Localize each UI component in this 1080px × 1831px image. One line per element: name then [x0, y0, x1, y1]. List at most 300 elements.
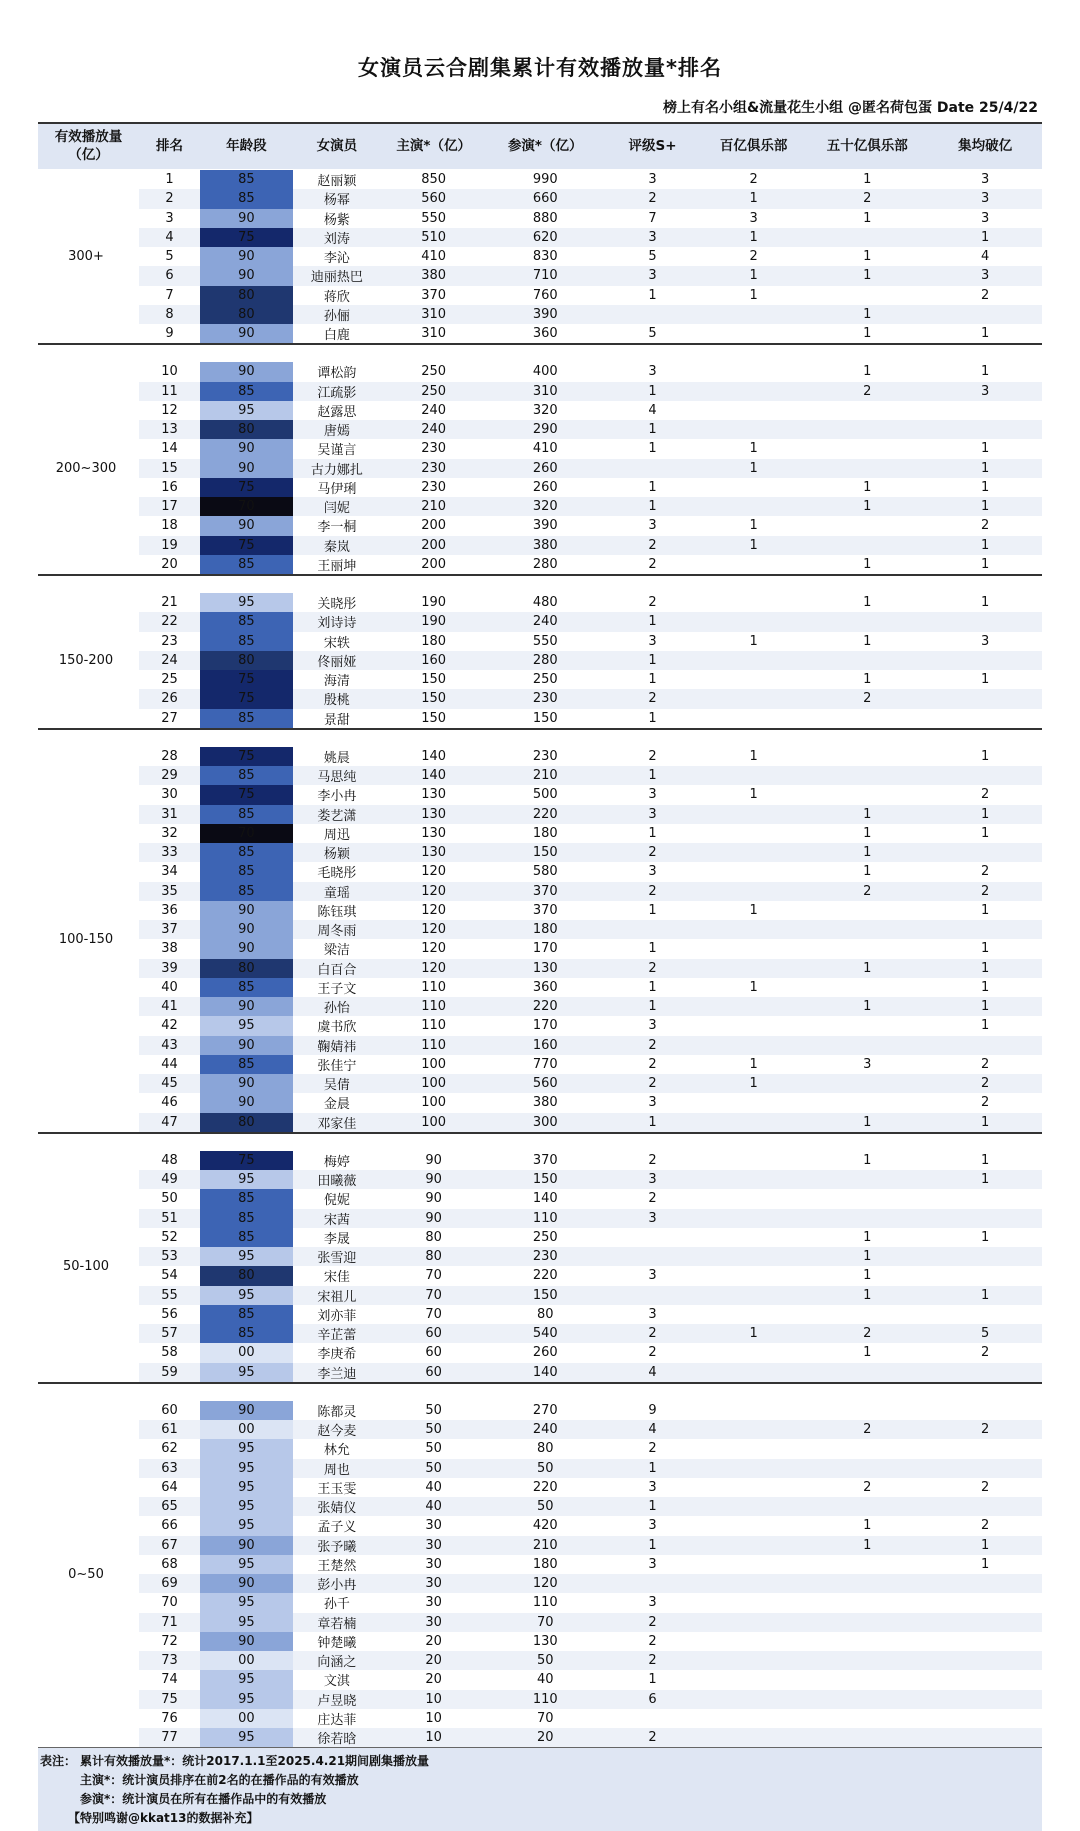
age-cell: 75 [200, 228, 293, 247]
table-row [38, 266, 1042, 285]
rank-cell: 45 [139, 1074, 200, 1093]
s-rating-cell: 1 [648, 825, 657, 841]
s-rating-cell: 3 [604, 266, 701, 285]
lead-views-cell: 130 [421, 787, 447, 803]
age-cell: 95 [200, 1439, 293, 1458]
age-cell: 00 [200, 1709, 293, 1728]
table-row [38, 1247, 1042, 1266]
lead-views-cell: 50 [381, 1459, 486, 1478]
lead-views-cell: 80 [425, 1229, 442, 1245]
table-row [38, 824, 1042, 843]
100b-club-cell [701, 670, 806, 689]
rank-cell: 37 [139, 920, 200, 939]
lead-views-cell: 510 [381, 228, 486, 247]
s-rating-cell: 9 [648, 1402, 657, 1418]
100b-club-cell [701, 882, 806, 901]
100b-club-cell [701, 1093, 806, 1112]
50b-club-cell: 1 [863, 672, 872, 688]
table-row [38, 1401, 1042, 1420]
lead-views-cell: 100 [421, 1056, 447, 1072]
100b-club-cell [701, 497, 806, 516]
actress-name: 梁洁 [323, 943, 350, 959]
table-row [38, 536, 1042, 555]
total-views-cell: 880 [532, 210, 558, 226]
lead-views-cell: 50 [425, 1441, 442, 1457]
s-rating-cell: 1 [604, 612, 701, 631]
avg-over-100m-cell [928, 612, 1042, 631]
total-views-cell: 240 [486, 1420, 604, 1439]
age-cell: 90 [200, 920, 293, 939]
lead-views-cell: 120 [381, 920, 486, 939]
s-rating-cell: 2 [604, 689, 701, 708]
age-cell: 85 [200, 1305, 293, 1324]
actress-name: 徐若晗 [293, 1728, 381, 1747]
100b-club-cell [701, 1151, 806, 1170]
actress-name: 古力娜扎 [293, 459, 381, 478]
s-rating-cell: 2 [648, 1345, 657, 1361]
100b-club-cell: 1 [749, 1056, 758, 1072]
lead-views-cell: 120 [381, 959, 486, 978]
avg-over-100m-cell: 1 [981, 941, 990, 957]
avg-over-100m-cell [928, 1574, 1042, 1593]
age-cell: 90 [200, 324, 293, 343]
actress-name: 陈都灵 [317, 1404, 357, 1420]
age-cell: 95 [200, 1459, 293, 1478]
age-cell: 90 [200, 362, 293, 381]
rank-cell: 66 [161, 1518, 178, 1534]
100b-club-cell: 1 [749, 441, 758, 457]
avg-over-100m-cell [928, 1651, 1042, 1670]
50b-club-cell: 1 [863, 364, 872, 380]
rank-cell: 73 [139, 1651, 200, 1670]
age-cell: 90 [200, 439, 293, 458]
100b-club-cell [701, 305, 806, 324]
50b-club-cell: 2 [806, 1420, 928, 1439]
actress-name: 闫妮 [293, 497, 381, 516]
total-views-cell: 220 [486, 805, 604, 824]
100b-club-cell [701, 1728, 806, 1747]
s-rating-cell: 3 [604, 1209, 701, 1228]
total-views-cell: 270 [532, 1402, 558, 1418]
50b-club-cell: 1 [863, 479, 872, 495]
table-row [38, 1363, 1042, 1382]
50b-club-cell: 1 [863, 249, 872, 265]
total-views-cell: 480 [532, 595, 558, 611]
s-rating-cell: 2 [604, 1036, 701, 1055]
rank-cell: 35 [139, 882, 200, 901]
total-views-cell: 370 [532, 1152, 558, 1168]
50b-club-cell: 1 [806, 305, 928, 324]
lead-views-cell: 50 [381, 1420, 486, 1439]
rank-cell: 64 [161, 1479, 178, 1495]
s-rating-cell [604, 1228, 701, 1247]
avg-over-100m-cell: 1 [981, 556, 990, 572]
50b-club-cell: 2 [806, 382, 928, 401]
rank-cell: 46 [161, 1095, 178, 1111]
rank-cell: 11 [139, 382, 200, 401]
rank-cell: 74 [161, 1672, 178, 1688]
s-rating-cell: 3 [604, 805, 701, 824]
rank-cell: 12 [161, 402, 178, 418]
lead-views-cell: 20 [381, 1651, 486, 1670]
lead-views-cell: 60 [381, 1363, 486, 1382]
table-row [38, 1170, 1042, 1189]
rank-cell: 39 [139, 959, 200, 978]
table-row [38, 1016, 1042, 1035]
avg-over-100m-cell: 1 [981, 979, 990, 995]
100b-club-cell [701, 1036, 806, 1055]
total-views-cell: 370 [486, 882, 604, 901]
actress-name: 吴倩 [293, 1074, 381, 1093]
actress-name: 宋轶 [323, 635, 350, 651]
total-views-cell: 210 [486, 1536, 604, 1555]
rank-cell: 26 [139, 689, 200, 708]
50b-club-cell [806, 709, 928, 728]
100b-club-cell [701, 997, 806, 1016]
lead-views-cell: 850 [421, 172, 447, 188]
100b-club-cell: 1 [749, 633, 758, 649]
s-rating-cell: 3 [648, 787, 657, 803]
avg-over-100m-cell: 4 [981, 249, 990, 265]
age-cell: 90 [200, 459, 293, 478]
actress-name: 杨颖 [293, 843, 381, 862]
rank-cell: 18 [161, 518, 178, 534]
lead-views-cell: 110 [421, 979, 447, 995]
s-rating-cell: 2 [604, 1728, 701, 1747]
50b-club-cell [806, 978, 928, 997]
100b-club-cell [701, 1209, 806, 1228]
s-rating-cell: 2 [604, 843, 701, 862]
rank-cell: 17 [139, 497, 200, 516]
total-views-cell: 620 [486, 228, 604, 247]
actress-name: 佟丽娅 [293, 651, 381, 670]
s-rating-cell: 3 [648, 364, 657, 380]
s-rating-cell: 2 [604, 959, 701, 978]
actress-name: 毛晓彤 [317, 866, 357, 882]
lead-views-cell: 110 [381, 997, 486, 1016]
100b-club-cell [701, 593, 806, 612]
s-rating-cell: 2 [604, 1324, 701, 1343]
avg-over-100m-cell [928, 1613, 1042, 1632]
table-row [38, 805, 1042, 824]
rank-cell: 68 [161, 1556, 178, 1572]
100b-club-cell: 1 [749, 787, 758, 803]
avg-over-100m-cell: 1 [981, 326, 990, 342]
total-views-cell: 310 [486, 382, 604, 401]
table-row [38, 170, 1042, 189]
table-row [38, 632, 1042, 651]
age-cell: 95 [200, 1363, 293, 1382]
50b-club-cell [806, 1439, 928, 1458]
age-cell: 85 [200, 1189, 293, 1208]
avg-over-100m-cell: 3 [928, 382, 1042, 401]
rank-cell: 31 [139, 805, 200, 824]
50b-club-cell [806, 1074, 928, 1093]
50b-club-cell: 1 [806, 1286, 928, 1305]
100b-club-cell [701, 959, 806, 978]
s-rating-cell: 4 [604, 1420, 701, 1439]
actress-name: 刘涛 [293, 228, 381, 247]
100b-club-cell: 2 [749, 249, 758, 265]
100b-club-cell [701, 1632, 806, 1651]
lead-views-cell: 200 [421, 556, 447, 572]
total-views-cell: 760 [532, 287, 558, 303]
actress-name: 童瑶 [293, 882, 381, 901]
table-row [38, 1439, 1042, 1458]
actress-name: 白鹿 [323, 328, 350, 344]
total-views-cell: 360 [532, 979, 558, 995]
50b-club-cell [806, 766, 928, 785]
col-header-actress: 女演员 [316, 138, 358, 154]
50b-club-cell: 1 [806, 997, 928, 1016]
total-views-cell: 320 [532, 402, 558, 418]
total-views-cell: 380 [486, 536, 604, 555]
tier-label: 100-150 [58, 931, 114, 947]
actress-name: 刘诗诗 [293, 612, 381, 631]
ranking-table [38, 170, 1042, 1748]
rank-cell: 72 [161, 1633, 178, 1649]
actress-name: 李小冉 [317, 789, 357, 805]
50b-club-cell [806, 1459, 928, 1478]
total-views-cell: 220 [532, 1479, 558, 1495]
actress-name: 虞书欣 [317, 1020, 357, 1036]
avg-over-100m-cell [928, 1247, 1042, 1266]
age-cell: 75 [200, 785, 293, 804]
age-cell: 80 [200, 651, 293, 670]
age-cell: 00 [200, 1343, 293, 1362]
age-cell: 85 [200, 978, 293, 997]
table-row [38, 382, 1042, 401]
actress-name: 王子文 [317, 981, 357, 997]
total-views-cell: 180 [532, 825, 558, 841]
col-header-lead: 主演*（亿） [396, 138, 471, 154]
actress-name: 宋茜 [293, 1209, 381, 1228]
total-views-cell: 240 [486, 612, 604, 631]
tier-label: 300+ [68, 249, 104, 265]
lead-views-cell: 120 [421, 902, 447, 918]
total-views-cell: 110 [532, 1595, 558, 1611]
lead-views-cell: 140 [421, 748, 447, 764]
rank-cell: 16 [161, 479, 178, 495]
avg-over-100m-cell [928, 1209, 1042, 1228]
avg-over-100m-cell: 1 [981, 364, 990, 380]
table-row [38, 362, 1042, 381]
s-rating-cell [604, 459, 701, 478]
100b-club-cell [701, 1670, 806, 1689]
age-cell: 85 [200, 805, 293, 824]
total-views-cell: 180 [486, 920, 604, 939]
50b-club-cell [806, 228, 928, 247]
lead-views-cell: 70 [425, 1268, 442, 1284]
table-row [38, 1266, 1042, 1285]
lead-views-cell: 310 [381, 305, 486, 324]
total-views-cell: 830 [532, 249, 558, 265]
lead-views-cell: 80 [381, 1247, 486, 1266]
avg-over-100m-cell: 2 [981, 1095, 990, 1111]
rank-cell: 62 [161, 1441, 178, 1457]
actress-name: 林允 [323, 1443, 350, 1459]
actress-name: 姚晨 [323, 750, 350, 766]
tier-group [38, 1401, 1042, 1749]
avg-over-100m-cell: 2 [981, 1479, 990, 1495]
total-views-cell: 420 [532, 1518, 558, 1534]
avg-over-100m-cell [928, 1189, 1042, 1208]
total-views-cell: 20 [486, 1728, 604, 1747]
total-views-cell: 360 [532, 326, 558, 342]
lead-views-cell: 90 [381, 1209, 486, 1228]
s-rating-cell: 1 [604, 997, 701, 1016]
s-rating-cell: 6 [604, 1690, 701, 1709]
avg-over-100m-cell: 1 [981, 748, 990, 764]
rank-cell: 42 [161, 1018, 178, 1034]
s-rating-cell: 1 [604, 766, 701, 785]
avg-over-100m-cell: 1 [928, 497, 1042, 516]
table-row [38, 1055, 1042, 1074]
lead-views-cell: 190 [421, 595, 447, 611]
rank-cell: 57 [139, 1324, 200, 1343]
age-cell: 95 [200, 1247, 293, 1266]
table-row [38, 689, 1042, 708]
table-row [38, 1497, 1042, 1516]
total-views-cell: 580 [532, 864, 558, 880]
lead-views-cell: 230 [421, 479, 447, 495]
50b-club-cell: 1 [863, 326, 872, 342]
rank-cell: 14 [161, 441, 178, 457]
lead-views-cell: 250 [421, 364, 447, 380]
100b-club-cell [701, 1247, 806, 1266]
table-row [38, 766, 1042, 785]
page-title: 女演员云合剧集累计有效播放量*排名 [358, 56, 722, 80]
s-rating-cell: 7 [648, 210, 657, 226]
s-rating-cell: 2 [604, 882, 701, 901]
rank-cell: 56 [161, 1306, 178, 1322]
rank-cell: 27 [161, 710, 178, 726]
age-cell: 85 [200, 1324, 293, 1343]
50b-club-cell: 3 [863, 1056, 872, 1072]
lead-views-cell: 60 [381, 1324, 486, 1343]
actress-name: 李庚希 [317, 1347, 357, 1363]
total-views-cell: 50 [486, 1497, 604, 1516]
s-rating-cell: 3 [648, 1556, 657, 1572]
100b-club-cell [701, 401, 806, 420]
table-row [38, 939, 1042, 958]
avg-over-100m-cell [928, 1439, 1042, 1458]
100b-club-cell [701, 1016, 806, 1035]
100b-club-cell [701, 478, 806, 497]
actress-name: 李晟 [323, 1231, 350, 1247]
table-row [38, 478, 1042, 497]
avg-over-100m-cell: 1 [928, 997, 1042, 1016]
total-views-cell: 230 [486, 689, 604, 708]
table-row [38, 1709, 1042, 1728]
rank-cell: 36 [161, 902, 178, 918]
avg-over-100m-cell: 1 [928, 1113, 1042, 1132]
50b-club-cell [806, 286, 928, 305]
lead-views-cell: 150 [421, 672, 447, 688]
100b-club-cell: 1 [701, 189, 806, 208]
avg-over-100m-cell: 1 [981, 672, 990, 688]
lead-views-cell: 50 [425, 1402, 442, 1418]
avg-over-100m-cell [928, 1266, 1042, 1285]
50b-club-cell: 2 [863, 1479, 872, 1495]
actress-name: 江疏影 [293, 382, 381, 401]
50b-club-cell [806, 1036, 928, 1055]
rank-cell: 33 [139, 843, 200, 862]
s-rating-cell: 3 [604, 1170, 701, 1189]
avg-over-100m-cell: 1 [981, 595, 990, 611]
actress-name: 李一桐 [317, 520, 357, 536]
actress-name: 李兰迪 [293, 1363, 381, 1382]
rank-cell: 55 [139, 1286, 200, 1305]
s-rating-cell: 1 [604, 382, 701, 401]
total-views-cell: 150 [486, 1170, 604, 1189]
100b-club-cell [701, 843, 806, 862]
col-header-views: 有效播放量 （亿） [54, 129, 123, 163]
avg-over-100m-cell: 3 [928, 189, 1042, 208]
avg-over-100m-cell [928, 1305, 1042, 1324]
avg-over-100m-cell [928, 920, 1042, 939]
table-row [38, 901, 1042, 920]
rank-cell: 21 [161, 595, 178, 611]
lead-views-cell: 30 [381, 1536, 486, 1555]
lead-views-cell: 120 [421, 941, 447, 957]
age-cell: 90 [200, 939, 293, 958]
lead-views-cell: 100 [421, 1095, 447, 1111]
rank-cell: 75 [139, 1690, 200, 1709]
100b-club-cell [701, 1459, 806, 1478]
table-row [38, 1613, 1042, 1632]
lead-views-cell: 380 [381, 266, 486, 285]
s-rating-cell: 3 [648, 1306, 657, 1322]
50b-club-cell: 1 [806, 1113, 928, 1132]
age-cell: 80 [200, 1113, 293, 1132]
avg-over-100m-cell: 1 [928, 959, 1042, 978]
actress-name: 邓家佳 [293, 1113, 381, 1132]
age-cell: 95 [200, 1728, 293, 1747]
total-views-cell: 220 [486, 997, 604, 1016]
lead-views-cell: 150 [381, 689, 486, 708]
actress-name: 迪丽热巴 [293, 266, 381, 285]
s-rating-cell: 2 [648, 1056, 657, 1072]
total-views-cell: 540 [486, 1324, 604, 1343]
age-cell: 90 [200, 1632, 293, 1651]
lead-views-cell: 90 [381, 1170, 486, 1189]
50b-club-cell [806, 439, 928, 458]
actress-name: 刘亦菲 [317, 1308, 357, 1324]
total-views-cell: 180 [532, 1556, 558, 1572]
100b-club-cell [701, 1439, 806, 1458]
actress-name: 杨紫 [323, 212, 350, 228]
actress-name: 钟楚曦 [317, 1635, 357, 1651]
50b-club-cell [806, 1189, 928, 1208]
100b-club-cell: 2 [749, 172, 758, 188]
age-cell: 80 [200, 305, 293, 324]
avg-over-100m-cell [928, 401, 1042, 420]
50b-club-cell: 1 [806, 1536, 928, 1555]
rank-cell: 32 [161, 825, 178, 841]
s-rating-cell: 3 [648, 518, 657, 534]
100b-club-cell [701, 1613, 806, 1632]
table-row [38, 1324, 1042, 1343]
col-header-avg-over-100m: 集均破亿 [958, 138, 1013, 154]
age-cell: 85 [200, 862, 293, 881]
table-row [38, 785, 1042, 804]
actress-name: 王楚然 [317, 1558, 357, 1574]
avg-over-100m-cell: 3 [928, 266, 1042, 285]
actress-name: 张予曦 [293, 1536, 381, 1555]
actress-name: 辛芷蕾 [293, 1324, 381, 1343]
100b-club-cell [701, 651, 806, 670]
